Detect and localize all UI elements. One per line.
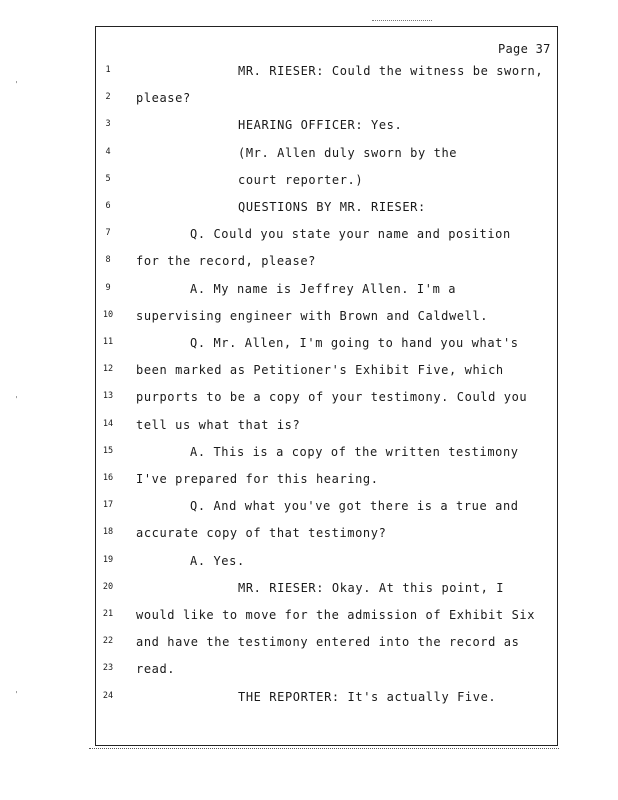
- line-number: 9: [105, 282, 111, 293]
- line-text: Q. Could you state your name and position: [190, 227, 511, 242]
- line-text: QUESTIONS BY MR. RIESER:: [238, 200, 426, 214]
- line-number: 2: [105, 92, 111, 103]
- scan-margin-mark: ': [14, 80, 19, 89]
- line-number: 22: [102, 636, 114, 647]
- page-bottom-rule: [89, 748, 559, 749]
- transcript-line: [0, 390, 618, 410]
- transcript-line: [0, 472, 618, 492]
- scan-top-mark: [372, 20, 432, 21]
- line-text: read.: [136, 662, 176, 677]
- transcript-line: [0, 608, 618, 628]
- transcript-line: [0, 690, 618, 710]
- line-number: 21: [102, 609, 114, 619]
- transcript-line: [0, 336, 618, 356]
- transcript-line: [0, 635, 618, 655]
- transcript-line: [0, 254, 618, 274]
- line-number: 12: [102, 364, 114, 375]
- line-number: 1: [105, 65, 111, 75]
- line-text: I've prepared for this hearing.: [136, 472, 379, 486]
- line-number: 4: [105, 146, 111, 157]
- line-number: 19: [102, 554, 114, 565]
- line-number: 5: [105, 173, 111, 184]
- transcript-line: [0, 662, 618, 682]
- line-number: 10: [102, 309, 114, 320]
- line-text: court reporter.): [238, 172, 364, 187]
- line-number: 3: [105, 119, 111, 130]
- transcript-line: [0, 64, 618, 84]
- line-number: 6: [105, 201, 111, 211]
- transcript-line: [0, 200, 618, 220]
- line-number: 24: [102, 690, 114, 701]
- line-number: 8: [105, 255, 111, 266]
- transcript-line: [0, 173, 618, 193]
- line-text: HEARING OFFICER: Yes.: [238, 118, 403, 133]
- line-text: would like to move for the admission of Exhibit Six: [136, 608, 536, 622]
- transcript-line: [0, 499, 618, 519]
- line-number: 14: [102, 418, 114, 429]
- transcript-line: [0, 309, 618, 329]
- line-number: 11: [102, 337, 114, 347]
- line-text: A. Yes.: [190, 553, 245, 568]
- line-text: A. This is a copy of the written testimony: [190, 444, 519, 459]
- line-text: tell us what that is?: [136, 417, 301, 432]
- line-text: Q. Mr. Allen, I'm going to hand you what's: [190, 336, 519, 350]
- scan-margin-mark: ': [14, 690, 19, 699]
- line-number: 7: [105, 228, 111, 239]
- line-number: 23: [102, 663, 114, 674]
- line-text: purports to be a copy of your testimony. Could you: [136, 390, 528, 405]
- line-number: 13: [102, 391, 114, 402]
- line-text: please?: [136, 91, 191, 106]
- transcript-line: [0, 227, 618, 247]
- transcript-line: [0, 554, 618, 574]
- line-text: for the record, please?: [136, 254, 316, 269]
- line-text: supervising engineer with Brown and Caldwell.: [136, 308, 489, 323]
- transcript-line: [0, 363, 618, 383]
- line-text: and have the testimony entered into the record as: [136, 635, 520, 650]
- scan-margin-mark: ': [14, 395, 19, 404]
- transcript-line: [0, 91, 618, 111]
- line-number: 17: [102, 500, 114, 511]
- transcript-line: [0, 282, 618, 302]
- line-text: THE REPORTER: It's actually Five.: [238, 689, 497, 704]
- line-text: (Mr. Allen duly sworn by the: [238, 145, 458, 160]
- line-number: 16: [102, 473, 114, 483]
- line-text: A. My name is Jeffrey Allen. I'm a: [190, 281, 457, 296]
- transcript-line: [0, 581, 618, 601]
- line-number: 18: [102, 527, 114, 538]
- line-number: 15: [102, 445, 114, 456]
- transcript-line: [0, 418, 618, 438]
- line-text: MR. RIESER: Okay. At this point, I: [238, 580, 505, 595]
- transcript-line: [0, 526, 618, 546]
- transcript-line: [0, 146, 618, 166]
- transcript-line: [0, 445, 618, 465]
- line-text: Q. And what you've got there is a true and: [190, 499, 519, 514]
- transcript-line: [0, 118, 618, 138]
- line-text: been marked as Petitioner's Exhibit Five, which: [136, 363, 504, 378]
- line-text: accurate copy of that testimony?: [136, 526, 387, 541]
- line-number: 20: [102, 581, 114, 592]
- line-text: MR. RIESER: Could the witness be sworn,: [238, 64, 544, 78]
- page-number: Page 37: [498, 42, 551, 56]
